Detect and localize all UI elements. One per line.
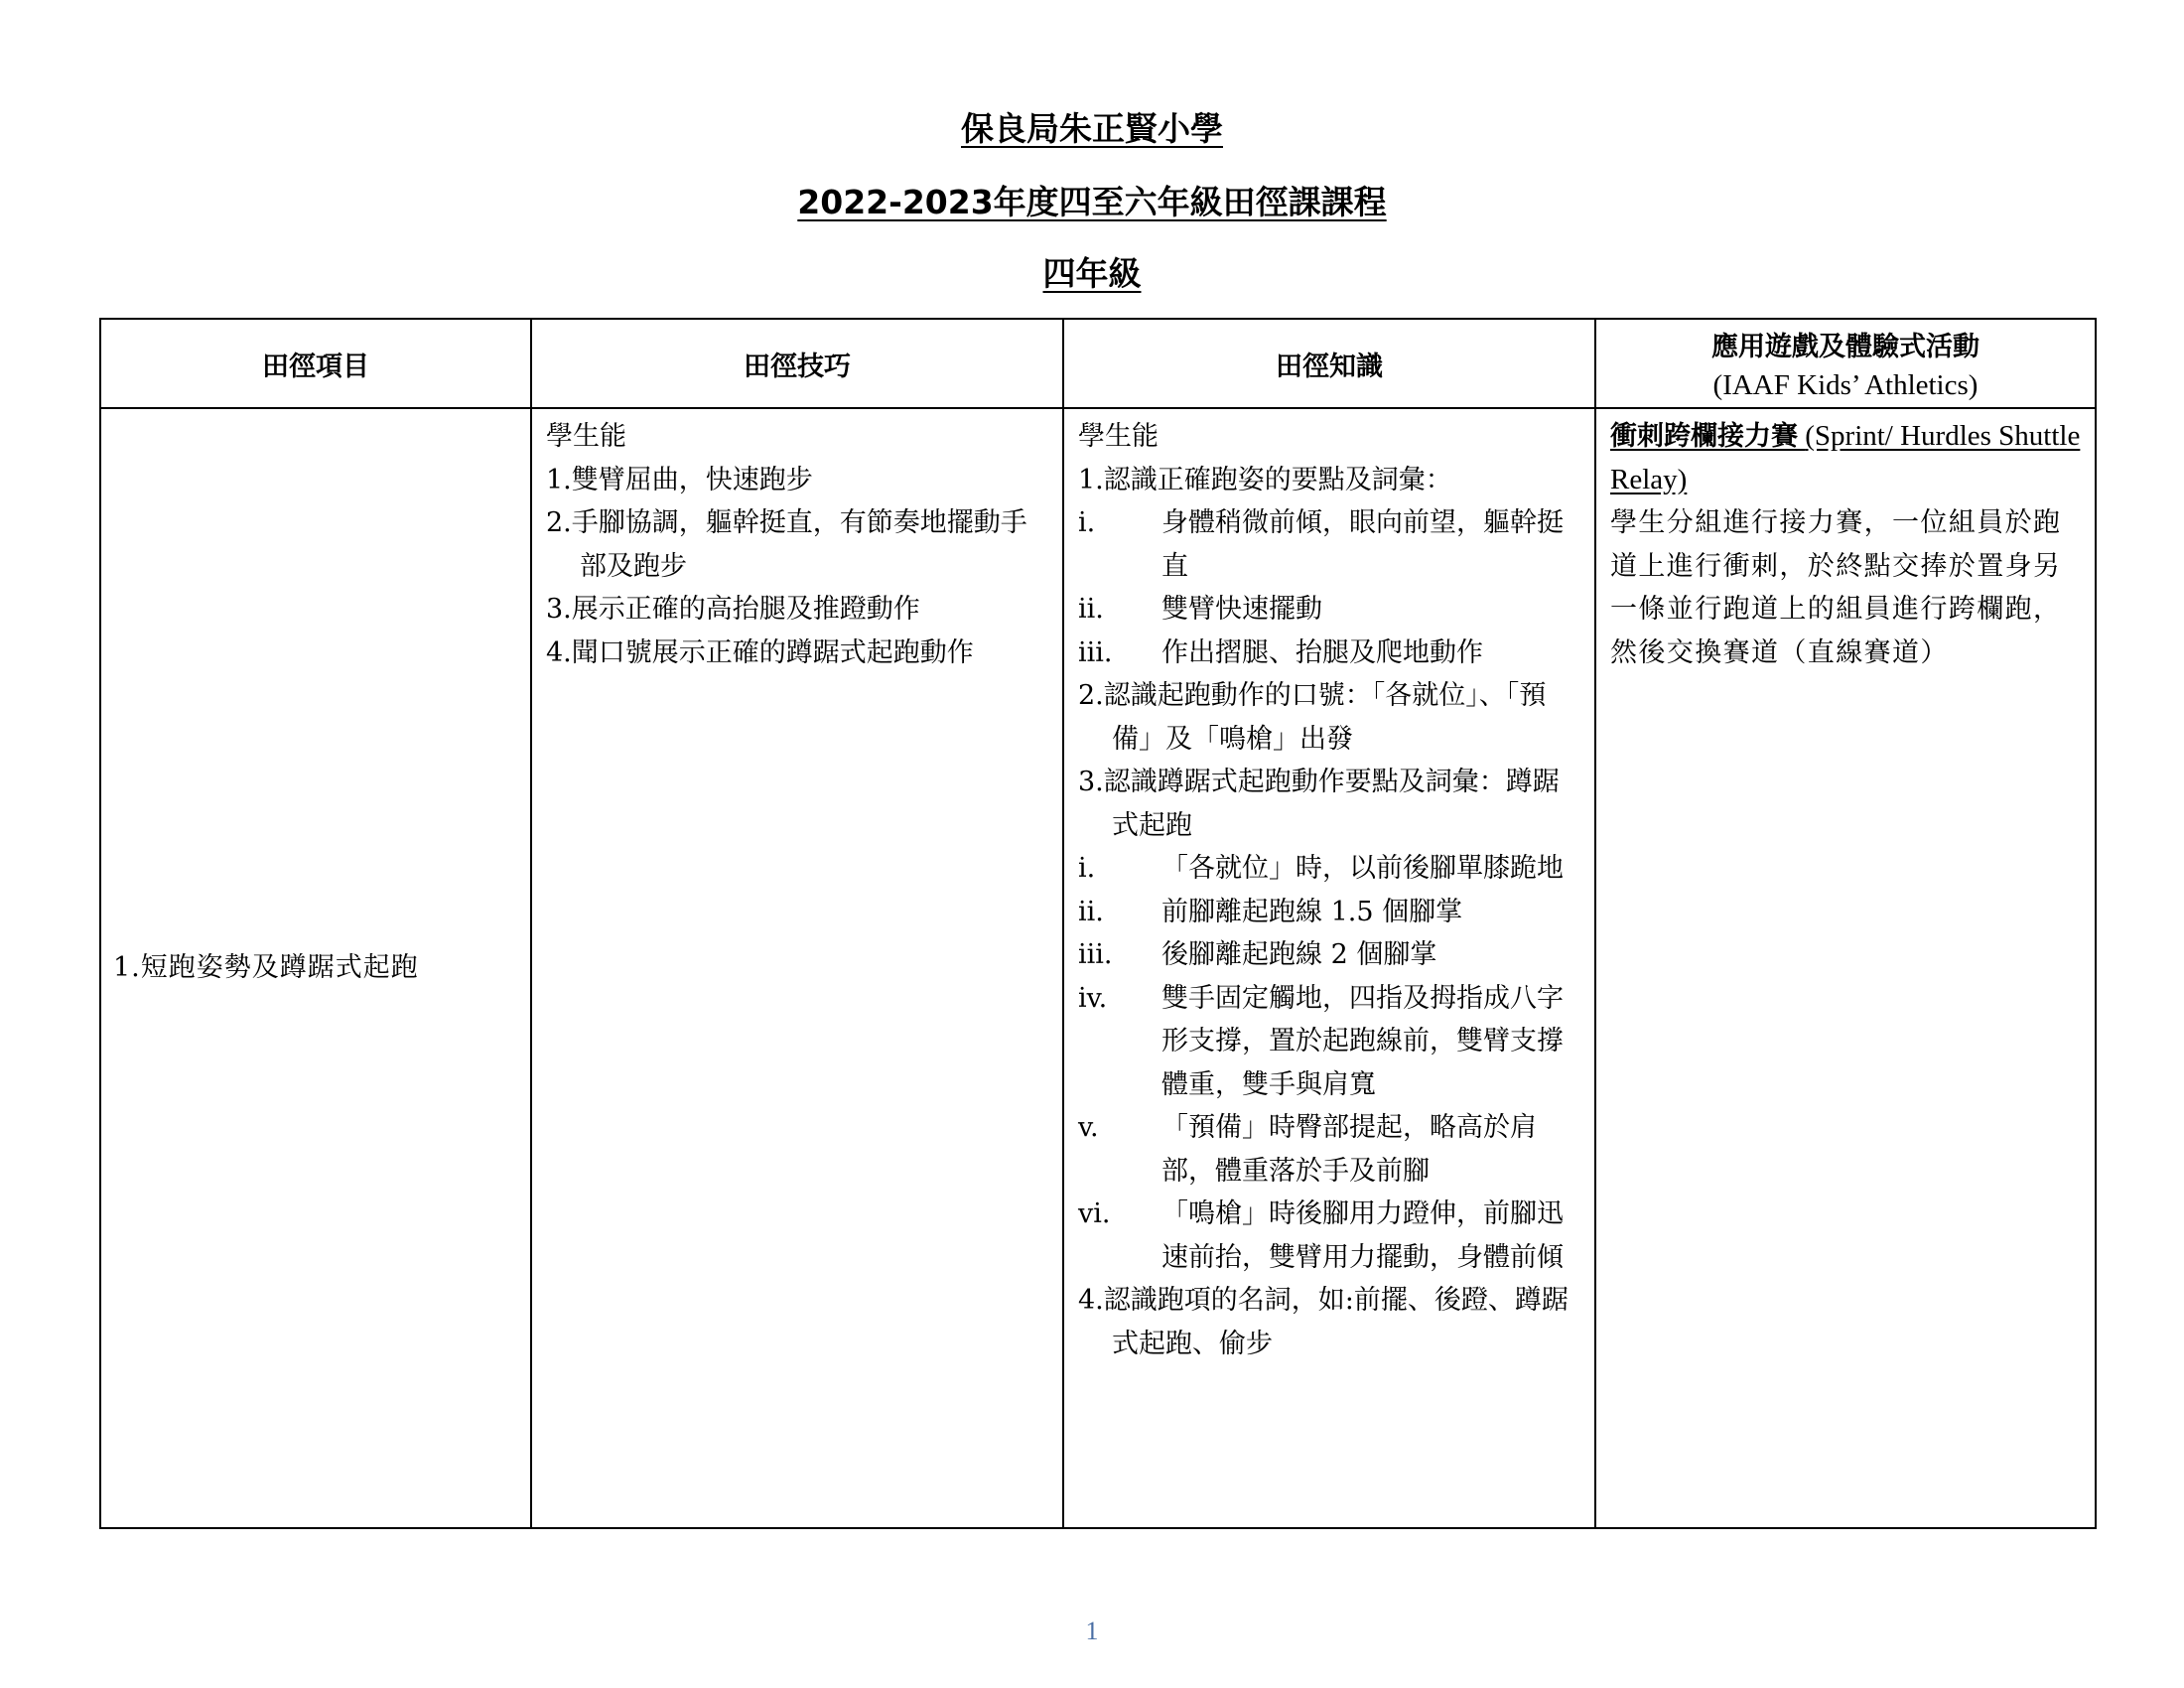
subpoint-text: 雙手固定觸地，四指及拇指成八字形支撐，置於起跑線前，雙臂支撐體重，雙手與肩寬 [1161,982,1564,1100]
header-skills: 田徑技巧 [531,319,1063,408]
page-number: 1 [1085,1617,1099,1645]
subpoint-text: 雙臂快速擺動 [1161,594,1322,625]
subpoint-text: 作出摺腿、抬腿及爬地動作 [1161,636,1483,668]
subpoint-number: ii. [1078,594,1104,625]
knowledge-subpoint [1078,933,1580,977]
header-activity-sub: (IAAF Kids’ Athletics) [1712,369,1979,401]
header-activity-label: 應用遊戲及體驗式活動 [1711,332,1979,362]
knowledge-subpoint [1078,847,1580,891]
header-item: 田徑項目 [100,319,531,408]
knowledge-point-2: 2.認識起跑動作的口號：「各就位」、「預備」及「鳴槍」出發 [1078,680,1547,755]
table-row [100,408,2096,1528]
knowledge-intro: 學生能 [1078,421,1159,452]
knowledge-point-4: 4.認識跑項的名詞，如:前擺、後蹬、蹲踞式起跑、偷步 [1078,1285,1569,1359]
subpoint-number: iv. [1078,982,1108,1014]
table-header-row [100,319,2096,408]
school-name: 保良局朱正賢小學 [961,109,1223,148]
skills-point: 2.手腳協調，軀幹挺直，有節奏地擺動手部及跑步 [546,507,1027,582]
knowledge-subpoint [1078,1193,1580,1279]
header-knowledge: 田徑知識 [1063,319,1595,408]
header-activity [1595,319,2096,408]
cell-item: 1.短跑姿勢及蹲踞式起跑 [100,408,531,1528]
activity-title-zh: 衝刺跨欄接力賽 [1610,421,1798,452]
activity-description: 學生分組進行接力賽，一位組員於跑道上進行衝刺，於終點交捧於置身另一條並行跑道上的組員進行跨欄跑，然後交換賽道（直線賽道） [1610,507,2062,668]
subpoint-text: 「各就位」時，以前後腳單膝跪地 [1161,853,1564,884]
subpoint-text: 「鳴槍」時後腳用力蹬伸，前腳迅速前抬，雙臂用力擺動，身體前傾 [1161,1198,1564,1273]
cell-skills [531,408,1063,1528]
activity-title-en: (Sprint/ Hurdles Shuttle Relay) [1610,420,2081,495]
activity-title [1610,415,2081,501]
subpoint-number: iii. [1078,636,1113,668]
subpoint-text: 「預備」時臀部提起，略高於肩部，體重落於手及前腳 [1161,1112,1537,1187]
subpoint-text: 身體稍微前傾，眼向前望，軀幹挺直 [1161,507,1564,582]
skills-point: 1.雙臂屈曲，快速跑步 [546,464,813,495]
subpoint-number: i. [1078,853,1096,884]
cell-activity [1595,408,2096,1528]
cell-knowledge [1063,408,1595,1528]
subpoint-text: 後腳離起跑線 2 個腳掌 [1161,939,1437,970]
subpoint-number: ii. [1078,896,1104,927]
knowledge-point-3: 3.認識蹲踞式起跑動作要點及詞彙：蹲踞式起跑 [1078,767,1560,841]
course-title: 2022-2023年度四至六年級田徑課課程 [797,183,1387,221]
skills-point: 4.聞口號展示正確的蹲踞式起跑動作 [546,636,974,668]
knowledge-subpoint [1078,632,1580,675]
subpoint-number: iii. [1078,939,1113,970]
curriculum-table [99,318,2097,1529]
knowledge-subpoint [1078,977,1580,1107]
subpoint-text: 前腳離起跑線 1.5 個腳掌 [1161,896,1463,927]
knowledge-point-1: 1.認識正確跑姿的要點及詞彙： [1078,464,1452,495]
skills-point: 3.展示正確的高抬腿及推蹬動作 [546,594,920,625]
skills-intro: 學生能 [546,421,626,452]
subpoint-number: i. [1078,507,1096,538]
knowledge-subpoint [1078,1106,1580,1193]
subpoint-number: v. [1078,1112,1099,1143]
knowledge-subpoint [1078,891,1580,934]
knowledge-subpoint [1078,588,1580,632]
knowledge-subpoint [1078,501,1580,588]
grade-heading: 四年級 [1042,254,1142,293]
subpoint-number: vi. [1078,1198,1111,1229]
